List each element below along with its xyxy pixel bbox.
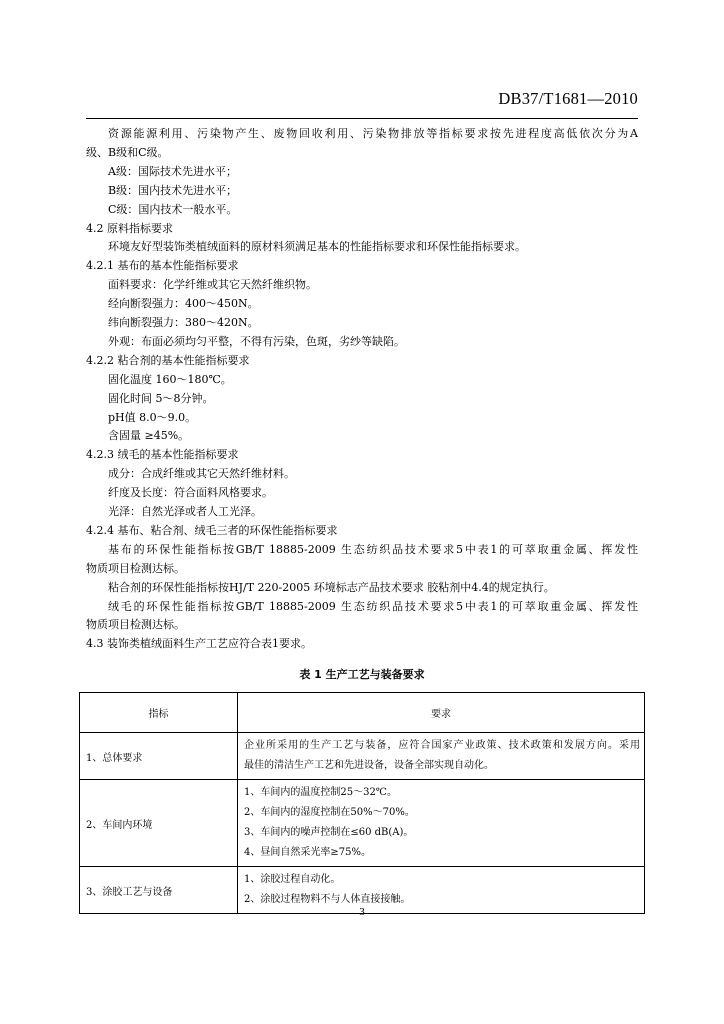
body-line: 固化时间 5～8分钟。 bbox=[108, 391, 214, 405]
header-rule bbox=[86, 118, 638, 119]
requirement-line: 4、昼间自然采光率≥75%。 bbox=[244, 847, 371, 858]
table-header-requirement: 要求 bbox=[238, 693, 645, 733]
body-line: 级、B级和C级。 bbox=[86, 145, 169, 159]
table-header-indicator: 指标 bbox=[80, 693, 238, 733]
body-line: 4.2.1 基布的基本性能指标要求 bbox=[86, 259, 239, 273]
body-line: 粘合剂的环保性能指标按HJ/T 220-2005 环境标志产品技术要求 胶粘剂中4.4的规定执行。 bbox=[108, 580, 555, 594]
indicator-cell: 1、总体要求 bbox=[80, 733, 238, 780]
page-number: 3 bbox=[359, 906, 365, 918]
body-line: 含固量 ≥45%。 bbox=[108, 429, 190, 443]
body-line: 物质项目检测达标。 bbox=[86, 618, 185, 632]
requirement-line: 企业所采用的生产工艺与装备，应符合国家产业政策、技术政策和发展方向。采用 bbox=[244, 740, 640, 751]
body-line: pH值 8.0～9.0。 bbox=[108, 410, 197, 424]
body-line: 4.3 装饰类植绒面料生产工艺应符合表1要求。 bbox=[86, 637, 312, 651]
body-line: B级：国内技术先进水平； bbox=[108, 183, 238, 197]
body-line: 环境友好型装饰类植绒面料的原材料须满足基本的性能指标要求和环保性能指标要求。 bbox=[108, 240, 526, 254]
body-line: 基布的环保性能指标按GB/T 18885-2009 生态纺织品技术要求5中表1的可萃取重金属、挥发性 bbox=[108, 542, 638, 556]
indicator-cell: 3、涂胶工艺与设备 bbox=[80, 867, 238, 914]
requirement-line: 最佳的清洁生产工艺和先进设备，设备全部实现自动化。 bbox=[244, 760, 494, 771]
body-line: 外观：布面必须均匀平整，不得有污染，色斑，劣纱等缺陷。 bbox=[108, 334, 405, 348]
body-line: 纬向断裂强力：380～420N。 bbox=[108, 316, 259, 329]
requirement-cell bbox=[238, 780, 645, 867]
body-line: 绒毛的环保性能指标按GB/T 18885-2009 生态纺织品技术要求5中表1的可萃取重金属、挥发性 bbox=[108, 599, 638, 613]
body-line: A级：国际技术先进水平； bbox=[108, 164, 237, 178]
requirements-table bbox=[79, 692, 645, 914]
requirement-line: 1、涂胶过程自动化。 bbox=[244, 874, 341, 885]
body-line: 4.2.3 绒毛的基本性能指标要求 bbox=[86, 448, 239, 462]
body-line: 物质项目检测达标。 bbox=[86, 561, 185, 575]
body-line: 固化温度 160～180℃。 bbox=[108, 372, 232, 386]
body-line: 4.2.2 粘合剂的基本性能指标要求 bbox=[86, 353, 250, 367]
body-line: C级：国内技术一般水平。 bbox=[108, 202, 238, 216]
body-line: 光泽：自然光泽或者人工光泽。 bbox=[108, 505, 262, 518]
body-line: 面料要求：化学纤维或其它天然纤维织物。 bbox=[108, 278, 317, 292]
requirement-line: 2、涂胶过程物料不与人体直接接触。 bbox=[244, 894, 411, 905]
indicator-cell: 2、车间内环境 bbox=[80, 780, 238, 867]
table-title: 表 1 生产工艺与装备要求 bbox=[299, 668, 425, 681]
requirement-line: 3、车间内的噪声控制在≤60 dB(A)。 bbox=[244, 827, 414, 838]
document-code: DB37/T1681—2010 bbox=[498, 89, 638, 108]
body-line: 4.2 原料指标要求 bbox=[86, 221, 173, 235]
body-line: 资源能源利用、污染物产生、废物回收利用、污染物排放等指标要求按先进程度高低依次分为A bbox=[108, 127, 638, 140]
table-row bbox=[80, 733, 645, 780]
table-header-row bbox=[80, 693, 645, 733]
table-row bbox=[80, 780, 645, 867]
requirement-line: 1、车间内的温度控制25～32℃。 bbox=[244, 787, 397, 798]
requirement-cell bbox=[238, 733, 645, 780]
body-line: 纤度及长度：符合面料风格要求。 bbox=[108, 486, 273, 500]
body-line: 4.2.4 基布、粘合剂、绒毛三者的环保性能指标要求 bbox=[86, 523, 338, 537]
body-line: 成分：合成纤维或其它天然纤维材料。 bbox=[108, 467, 295, 481]
requirement-line: 2、车间内的湿度控制在50%～70%。 bbox=[244, 807, 415, 818]
body-line: 经向断裂强力：400～450N。 bbox=[108, 297, 259, 311]
